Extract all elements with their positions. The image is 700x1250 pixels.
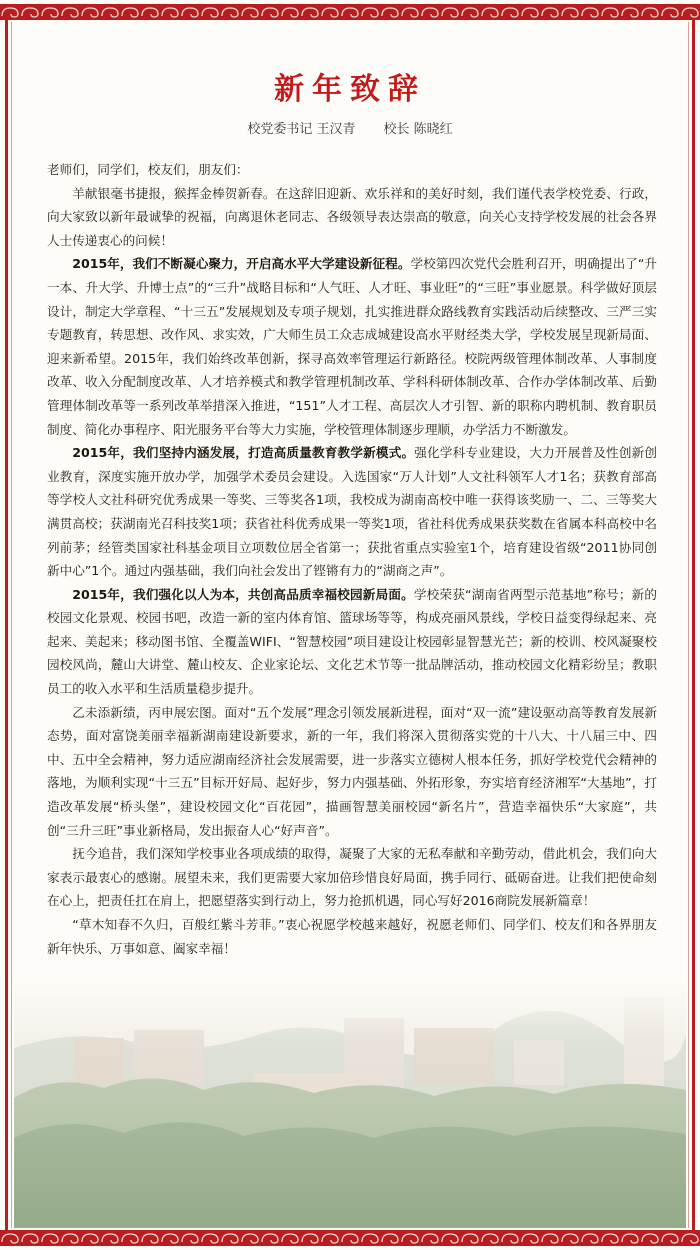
paragraph-text: 乙未添新绩，丙申展宏图。面对“五个发展”理念引领发展新进程，面对“双一流”建设驱动高等教育发展新态势，面对富饶美丽幸福新湖南建设新要求，新的一年，我们将深入贯彻落实党的十八大、十八届三中、四中、五中全会精神，努力适应湖南经济社会发展需要，进一步落实立德树人根本任务，抓好学校党代会精神的落地，为顺利实现“十三五”目标开好局、起好步，努力内强基础、外拓形象，夯实培育经济湘军“大基地”，打造改革发展“桥头堡”，建设校园文化“百花园”，描画智慧美丽校园“新名片”，营造幸福快乐“大家庭”，共创“三升三旺”事业新格局，发出振奋人心“好声音”。 bbox=[47, 704, 657, 838]
page-title: 新年致辞 bbox=[274, 72, 426, 107]
border-ornament bbox=[382, 1234, 398, 1243]
letter-body bbox=[47, 158, 657, 960]
border-ornament bbox=[162, 1234, 178, 1243]
left-inner-line bbox=[11, 22, 12, 1228]
border-ornament bbox=[442, 1234, 458, 1243]
border-ornament bbox=[82, 1234, 98, 1243]
border-ornament bbox=[62, 8, 78, 17]
author-party-secretary: 校党委书记 王汉青 bbox=[247, 122, 356, 137]
right-border-line bbox=[692, 20, 695, 1230]
border-ornament bbox=[562, 1234, 578, 1243]
border-ornament bbox=[582, 1234, 598, 1243]
border-ornament bbox=[382, 8, 398, 17]
border-ornament bbox=[242, 8, 258, 17]
right-inner-line bbox=[688, 22, 689, 1228]
paragraph-5 bbox=[47, 701, 657, 843]
byline bbox=[0, 118, 700, 137]
top-decorative-border bbox=[0, 4, 700, 20]
border-ornament bbox=[342, 8, 358, 17]
paragraph-text: “草木知春不久归，百般红紫斗芳菲。”衷心祝愿学校越来越好，祝愿老师们、同学们、校友们和各界朋友新年快乐、万事如意、阖家幸福！ bbox=[47, 917, 657, 956]
border-ornament bbox=[102, 8, 118, 17]
border-ornament bbox=[402, 1234, 418, 1243]
border-ornament bbox=[82, 8, 98, 17]
border-ornament bbox=[262, 8, 278, 17]
border-ornament bbox=[262, 1234, 278, 1243]
border-ornament bbox=[602, 1234, 618, 1243]
border-ornament bbox=[362, 8, 378, 17]
border-ornament bbox=[242, 1234, 258, 1243]
border-ornament bbox=[202, 8, 218, 17]
paragraph-lead: 2015年，我们不断凝心聚力，开启高水平大学建设新征程。 bbox=[72, 256, 411, 272]
border-ornament bbox=[282, 1234, 298, 1243]
border-ornament bbox=[342, 1234, 358, 1243]
border-ornament bbox=[122, 1234, 138, 1243]
border-ornament bbox=[422, 8, 438, 17]
border-ornament bbox=[542, 1234, 558, 1243]
border-ornament bbox=[2, 1234, 18, 1243]
bottom-decorative-border bbox=[0, 1230, 700, 1246]
border-ornament bbox=[2, 8, 18, 17]
paragraph-text: 强化学科专业建设，大力开展普及性创新创业教育，深度实施开放办学，加强学术委员会建设。入选国家“万人计划”人文社科领军人才1名；获教育部高等学校人文社科研究优秀成果一等奖、三等奖各1项，我校成为湖南高校中唯一获得该奖励一、二、三等奖大满贯高校；获湖南光召科技奖1项；获省社科优秀成果一等奖1项，省社科优秀成果获奖数在省属本科高校中名列前茅；经管类国家社科基金项目立项数位居全省第一；获批省重点实验室1个，培育建设省级“2011协同创新中心”1个。通过内强基础，我们向社会发出了铿锵有力的“湖商之声”。 bbox=[47, 445, 658, 579]
border-ornament bbox=[522, 1234, 538, 1243]
border-ornament bbox=[502, 1234, 518, 1243]
border-ornament bbox=[142, 1234, 158, 1243]
border-ornament bbox=[522, 8, 538, 17]
border-ornament bbox=[302, 1234, 318, 1243]
border-ornament bbox=[102, 1234, 118, 1243]
paragraph-text: 学校第四次党代会胜利召开，明确提出了“升一本、升大学、升博士点”的“三升”战略目标和“人气旺、人才旺、事业旺”的“三旺”事业愿景。科学做好顶层设计，制定大学章程、“十三五”发展规划及专项子规划，扎实推进群众路线教育实践活动后续整改、三严三实专题教育，转思想、改作风、求实效，广大师生员工众志成城建设高水平财经类大学，学校发展呈现新局面、迎来新希望。2015年，我们始终改革创新，探寻高效率管理运行新路径。校院两级管理体制改革、人事制度改革、收入分配制度改革、人才培养模式和教学管理机制改革、学科科研体制改革、合作办学体制改革、后勤管理体制改革等一系列改革举措深入推进，“151”人才工程、高层次人才引智、新的职称内聘机制、教育职员制度、简化办事程序、阳光服务平台等大力实施，学校管理体制逐步理顺，办学活力不断激发。 bbox=[47, 256, 657, 437]
paragraph-text: 抚今追昔，我们深知学校事业各项成绩的取得，凝聚了大家的无私奉献和辛勤劳动，借此机会，我们向大家表示最衷心的感谢。展望未来，我们更需要大家加倍珍惜良好局面，携手同行、砥砺奋进。让我们把使命刻在心上，把责任扛在肩上，把愿望落实到行动上，努力抢抓机遇，同心写好2016商院发展新篇章！ bbox=[47, 846, 657, 909]
border-ornament bbox=[362, 1234, 378, 1243]
border-ornament bbox=[162, 8, 178, 17]
border-ornament bbox=[22, 1234, 38, 1243]
border-ornament bbox=[682, 8, 698, 17]
border-ornament bbox=[582, 8, 598, 17]
paragraph-6 bbox=[47, 842, 657, 913]
border-ornament bbox=[682, 1234, 698, 1243]
border-ornament bbox=[322, 1234, 338, 1243]
paragraph-lead: 2015年，我们强化以人为本，共创高品质幸福校园新局面。 bbox=[72, 586, 414, 602]
greeting: 老师们，同学们，校友们，朋友们： bbox=[47, 162, 249, 177]
border-ornament bbox=[222, 1234, 238, 1243]
border-ornament bbox=[662, 1234, 678, 1243]
border-ornament bbox=[562, 8, 578, 17]
paragraph-3 bbox=[47, 441, 657, 583]
author-president: 校长 陈晓红 bbox=[383, 122, 453, 137]
border-ornament bbox=[282, 8, 298, 17]
border-ornament bbox=[42, 8, 58, 17]
border-ornament bbox=[542, 8, 558, 17]
border-ornament bbox=[482, 8, 498, 17]
paragraph-lead: 2015年，我们坚持内涵发展，打造高质量教育教学新模式。 bbox=[72, 445, 415, 461]
border-ornament bbox=[142, 8, 158, 17]
border-ornament bbox=[182, 1234, 198, 1243]
border-ornament bbox=[502, 8, 518, 17]
border-ornament bbox=[122, 8, 138, 17]
border-ornament bbox=[662, 8, 678, 17]
border-ornament bbox=[202, 1234, 218, 1243]
border-ornament bbox=[482, 1234, 498, 1243]
border-ornament bbox=[462, 1234, 478, 1243]
paragraph-7 bbox=[47, 913, 657, 960]
border-ornament bbox=[642, 8, 658, 17]
border-ornament bbox=[602, 8, 618, 17]
border-ornament bbox=[422, 1234, 438, 1243]
paragraph-4 bbox=[47, 583, 657, 701]
paragraph-text: 羊献银毫书捷报，猴挥金棒贺新春。在这辞旧迎新、欢乐祥和的美好时刻，我们谨代表学校党委、行政，向大家致以新年最诚挚的祝福，向离退休老同志、各级领导表达崇高的敬意，向关心支持学校发展的社会各界人士传递衷心的问候！ bbox=[47, 185, 657, 248]
border-ornament bbox=[302, 8, 318, 17]
border-ornament bbox=[442, 8, 458, 17]
border-ornament bbox=[462, 8, 478, 17]
paragraph-text: 学校荣获“湖南省两型示范基地”称号；新的校园文化景观、校园书吧，改造一新的室内体育馆、篮球场等等，构成亮丽风景线，学校日益变得绿起来、亮起来、美起来；移动图书馆、全覆盖WIFI、“智慧校园”项目建设让校园彰显智慧光芒；新的校训、校风凝聚校园校风尚，麓山大讲堂、麓山校友、企业家论坛、文化艺术节等一批品牌活动，推动校园文化精彩纷呈；教职员工的收入水平和生活质量稳步提升。 bbox=[47, 586, 657, 697]
left-border-line bbox=[5, 20, 8, 1230]
border-ornament bbox=[322, 8, 338, 17]
paragraph-2 bbox=[47, 252, 657, 441]
border-ornament bbox=[62, 1234, 78, 1243]
campus-background-photo bbox=[14, 978, 686, 1228]
border-ornament bbox=[222, 8, 238, 17]
paragraph-1 bbox=[47, 182, 657, 253]
border-ornament bbox=[22, 8, 38, 17]
border-ornament bbox=[402, 8, 418, 17]
border-ornament bbox=[642, 1234, 658, 1243]
border-ornament bbox=[182, 8, 198, 17]
border-ornament bbox=[622, 1234, 638, 1243]
border-ornament bbox=[622, 8, 638, 17]
border-ornament bbox=[42, 1234, 58, 1243]
